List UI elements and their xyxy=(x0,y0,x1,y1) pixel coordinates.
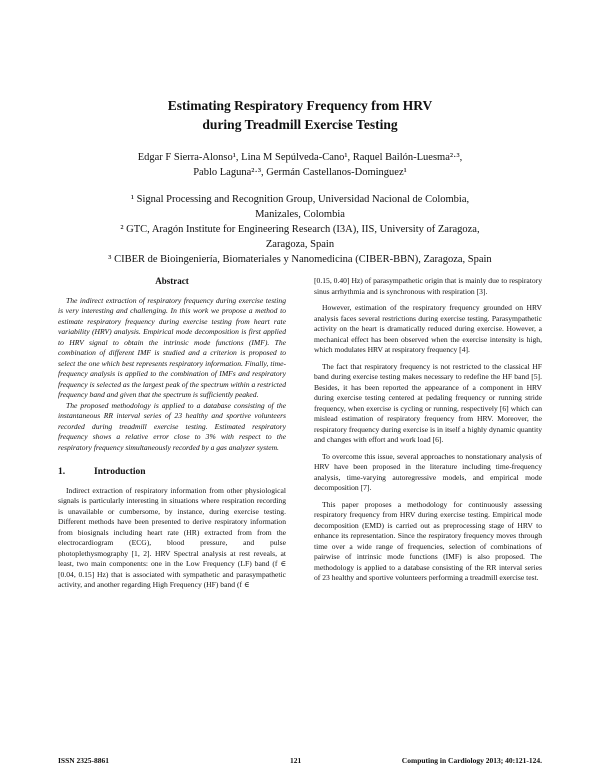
affiliations xyxy=(0,192,600,267)
body-paragraph: [0.15, 0.40] Hz) of parasympathetic origin that is mainly due to respiratory sinus arrhythmia and is synchronous with respiration [3]. xyxy=(314,276,542,296)
affiliation-line: Zaragoza, Spain xyxy=(265,239,335,250)
author-list xyxy=(0,150,600,180)
affiliation-line: ¹ Signal Processing and Recognition Group, Universidad Nacional de Colombia, xyxy=(130,194,470,205)
abstract-section xyxy=(58,276,286,453)
left-column xyxy=(58,276,286,597)
abstract-heading: Abstract xyxy=(155,276,189,286)
journal-citation: Computing in Cardiology 2013; 40:121-124. xyxy=(401,756,542,765)
body-paragraph: This paper proposes a methodology for continuously assessing respiratory frequency from HRV during exercise testing. Empirical mode decomposition (EMD) is carried out as preprocessing stage of HRV to enhance its representation. Since the respiratory frequency moves through time over a wide range of frequencies, selection of combinations of pairwise of intrinsic mode functions (IMF) is also proposed. The methodology is applied to a database consisting of the RR interval series of 23 healthy and sportive volunteers performing a treadmill exercise test. xyxy=(314,499,542,582)
authors-line-2: Pablo Laguna²·³, Germán Castellanos-Dominguez¹ xyxy=(193,167,407,178)
title-line-1: Estimating Respiratory Frequency from HRV xyxy=(167,98,433,113)
page-number: 121 xyxy=(290,756,302,765)
body-paragraph: However, estimation of the respiratory frequency grounded on HRV analysis faces several restrictions during exercise testing. Parasympathetic activity on the heart is dramatically reduced during exercise. However, a mechanical effect has been observed when the exercise intensity is high, which modulates HRV at respiratory frequency [4]. xyxy=(314,303,542,354)
authors-line-1: Edgar F Sierra-Alonso¹, Lina M Sepúlveda-Cano¹, Raquel Bailón-Luesma²·³, xyxy=(137,152,463,163)
body-paragraph: The fact that respiratory frequency is not restricted to the classical HF band during exercise testing makes necessary to redefine the HF band [5]. Besides, it has been reported the appearance of a component in HRV during exercise testing centered at pedaling frequency or running stride frequency, when exercise is cycling or running, respectively [6] which can mislead estimation of respiratory frequency from HRV. Moreover, the respiratory frequency during exercise is in itself a highly dynamic quantity and changes with effort and work load [6]. xyxy=(314,361,542,444)
issn: ISSN 2325-8861 xyxy=(58,756,110,765)
abstract-paragraph: The indirect extraction of respiratory frequency during exercise testing is very interesting and challenging. In this work we propose a method to estimate respiratory frequency during exercise testing from heart rate variability (HRV) analysis. Empirical mode decomposition is first applied to HRV signal to obtain the intrinsic mode functions (IMF). The combination of different IMF is studied and a criterion is proposed to select the one which best represents respiratory information. Finally, time-frequency analysis is applied to the combination of IMFs and respiratory frequency is selected as the largest peak of the spectrum within a restricted frequency band and given that the spectrum is sufficiently peaked. xyxy=(58,295,286,399)
section-title: Introduction xyxy=(94,467,146,477)
title-line-2: during Treadmill Exercise Testing xyxy=(202,117,398,132)
affiliation-line: ³ CIBER de Bioingeniería, Biomateriales y Nanomedicina (CIBER-BBN), Zaragoza, Spain xyxy=(108,254,492,265)
intro-heading xyxy=(58,467,286,478)
section-number: 1. xyxy=(58,467,66,477)
abstract-paragraph: The proposed methodology is applied to a database consisting of the instantaneous RR interval series of 23 healthy and sportive volunteers recorded during treadmill exercise testing. Estimated respiratory frequency shows a relative error close to 3% with respect to the respiratory frequency simultaneously recorded by a gas analyzer system. xyxy=(58,400,286,452)
body-paragraph: To overcome this issue, several approaches to nonstationary analysis of HRV have been proposed in the literature including time-frequency analysis, time-varying autoregressive models, and empirical mode decomposition [7]. xyxy=(314,451,542,492)
intro-paragraph: Indirect extraction of respiratory information from other physiological signals is particularly interesting in situations where respiration recording is unavailable or cumbersome, by instance, during exercise testing. Different methods have been presented to derive respiratory information from biosignals including heart rate (HR) extracted from from the electrocardiogram (ECG), blood pressure, and pulse photoplethysmography [1, 2]. HRV Spectral analysis at rest reveals, at least, two main components: one in the Low Frequency (LF) band (f ∈ [0.04, 0.15] Hz) that is associated with sympathetic and parasympathetic activity, and another regarding High Frequency (HF) band (f ∈ xyxy=(58,485,286,589)
affiliation-line: Manizales, Colombia xyxy=(255,209,345,220)
affiliation-line: ² GTC, Aragón Institute for Engineering Research (I3A), IIS, University of Zaragoza, xyxy=(120,224,480,235)
right-column xyxy=(314,276,542,590)
paper-title xyxy=(0,96,600,134)
